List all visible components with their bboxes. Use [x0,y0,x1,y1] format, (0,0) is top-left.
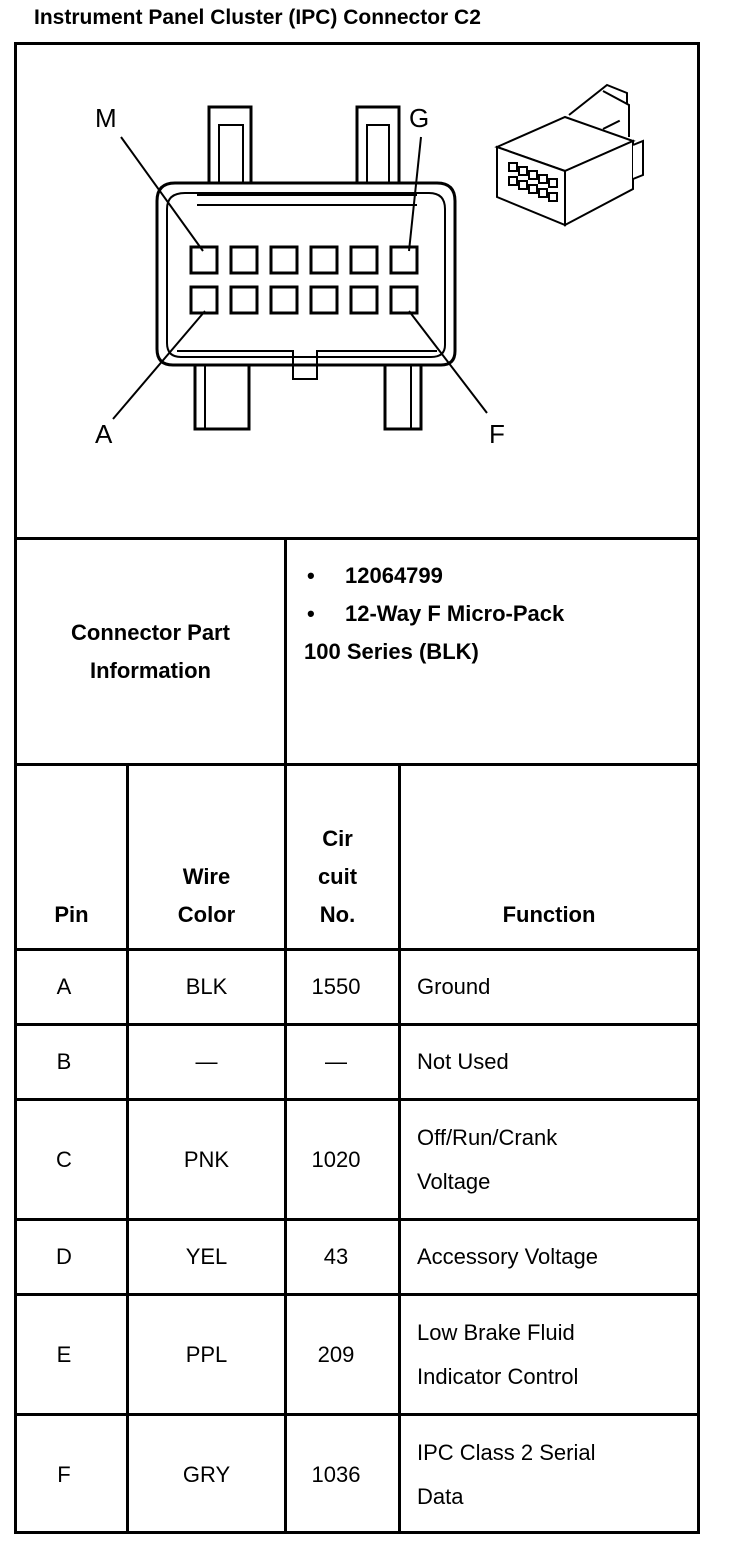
row-c-function: Off/Run/Crank Voltage [417,1124,558,1194]
row-b-circuit: — [325,1049,347,1074]
header-circuit-line2: cuit [317,864,358,889]
row-f-color: GRY [182,1462,231,1487]
row-f-circuit: 1036 [311,1462,361,1487]
row-d-circuit: 43 [323,1244,349,1269]
row-a-function: Ground [417,974,491,999]
row-e-pin: E [56,1341,72,1367]
callout-g: G [409,103,430,133]
row-a-circuit: 1550 [311,974,361,999]
row-d-function: Accessory Voltage [417,1244,598,1269]
header-wire-color [129,858,284,934]
row-b-color: — [195,1049,218,1074]
page-title: Instrument Panel Cluster (IPC) Connector C2 [34,6,481,29]
row-b-pin: B [56,1049,72,1074]
row-c-pin: C [56,1146,72,1172]
header-circuit [287,820,388,934]
row-e-color: PPL [185,1341,228,1367]
bullet-icon: • [307,601,315,626]
row-d-pin: D [56,1244,72,1269]
connector-table-frame [14,42,700,1534]
row-a-color: BLK [185,974,228,999]
row-c-circuit: 1020 [311,1146,361,1172]
row-e-function: Low Brake Fluid Indicator Control [417,1319,579,1389]
callout-f: F [489,419,505,449]
part-number-item [304,557,564,595]
connector-isometric-view [497,85,643,225]
row-e-circuit: 209 [317,1341,355,1367]
row-b-function: Not Used [417,1049,509,1074]
terminal-cavities [191,247,417,313]
connector-face-diagram [17,45,697,537]
part-description-continuation: 100 Series (BLK) [304,639,479,664]
header-wire-color-line2: Color [177,902,236,927]
part-description: 12-Way F Micro-Pack [345,601,565,626]
header-pin: Pin [54,902,89,927]
part-info-label-line1: Connector Part [71,619,230,645]
part-info-label [17,540,284,763]
row-d-color: YEL [185,1244,228,1269]
part-description-item [304,595,564,633]
part-info-values [304,557,564,671]
header-circuit-line1: Cir [322,826,353,851]
row-f-pin: F [57,1462,71,1487]
header-circuit-line3: No. [319,902,356,927]
row-f-function: IPC Class 2 Serial Data [417,1440,596,1509]
header-wire-color-line1: Wire [182,864,231,889]
divider-part-info [17,763,697,766]
callout-m: M [95,103,117,133]
part-info-label-line2: Information [89,657,211,683]
part-number: 12064799 [345,563,443,588]
header-function: Function [502,902,596,927]
callout-a: A [95,419,113,449]
bullet-icon: • [307,563,315,588]
divider-col-function [398,766,401,1534]
row-c-color: PNK [183,1146,230,1172]
row-a-pin: A [56,974,72,999]
